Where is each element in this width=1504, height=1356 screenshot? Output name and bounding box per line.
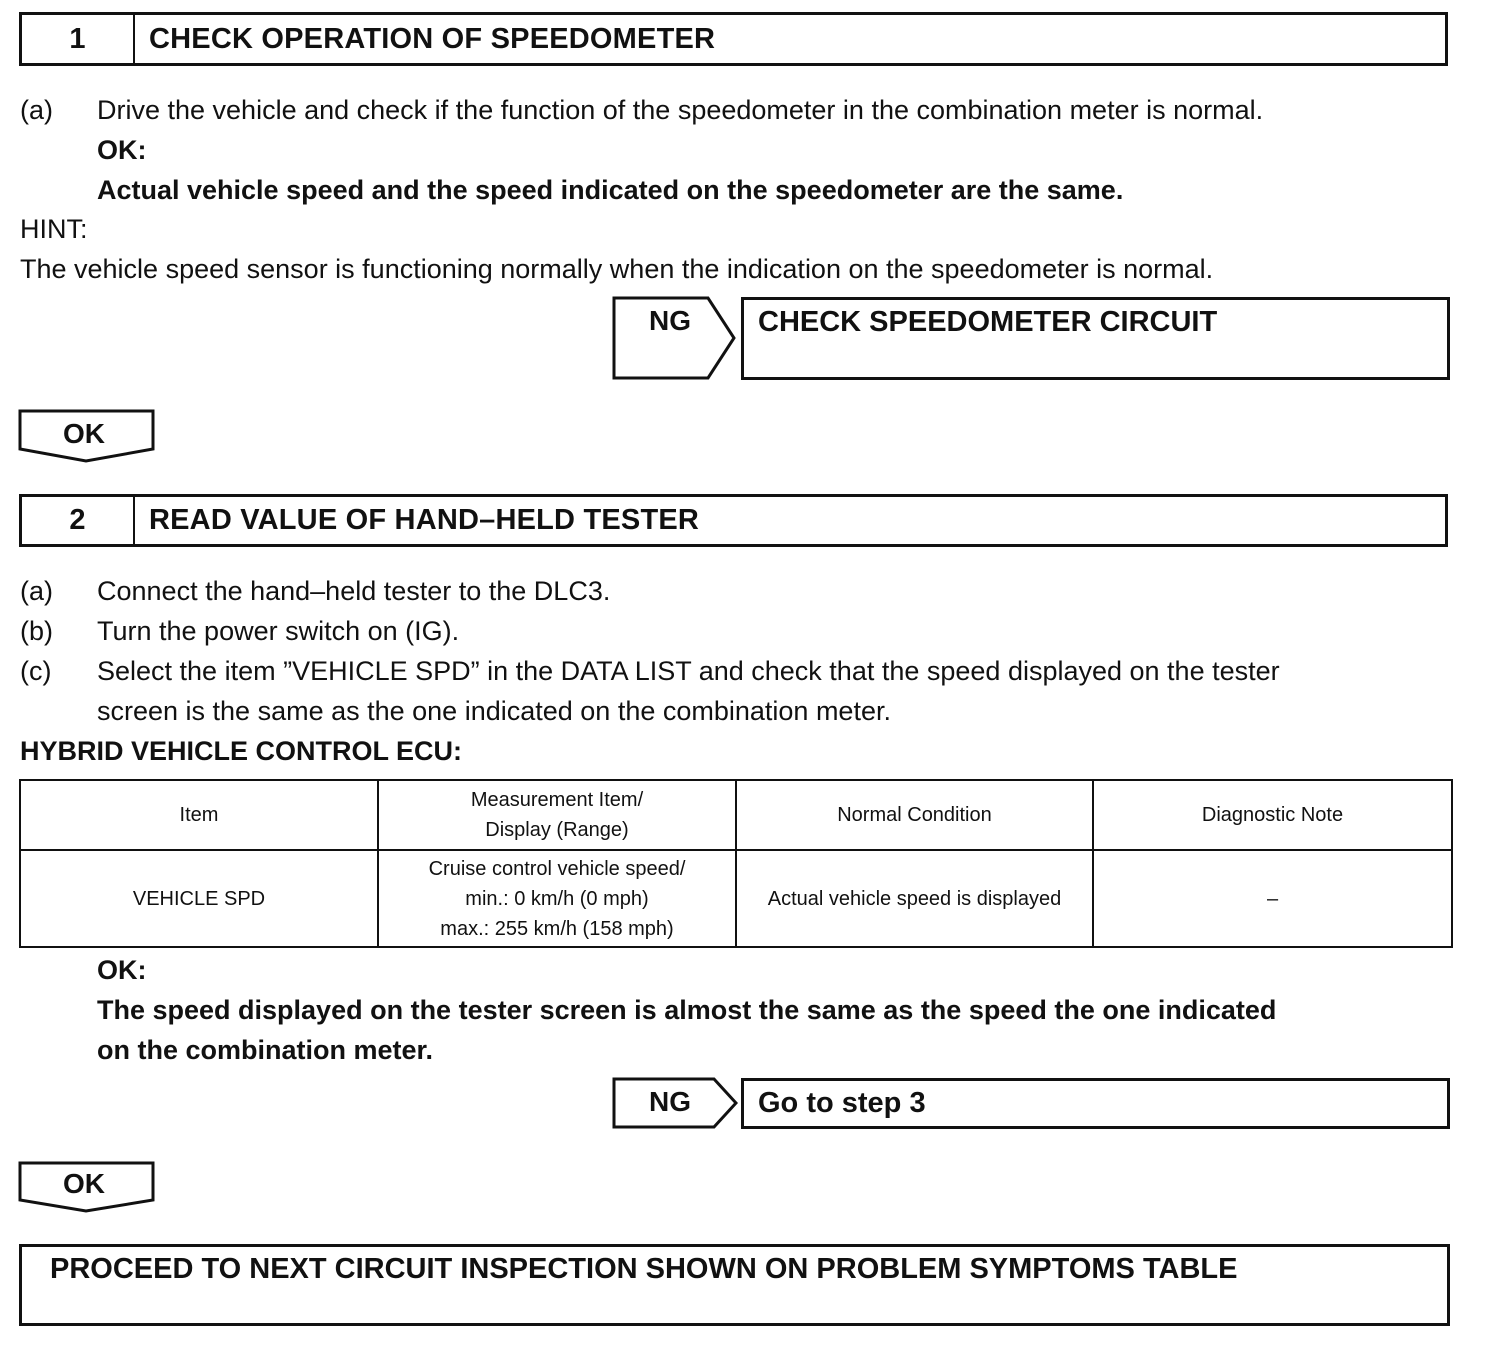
- step-1-number: 1: [22, 15, 135, 63]
- step-2-ng-label: NG: [649, 1086, 691, 1117]
- step-1-ok-text: Actual vehicle speed and the speed indicated on the speedometer are the same.: [97, 175, 1124, 205]
- step-2-item-c-text-cont: screen is the same as the one indicated on the combination meter.: [97, 696, 891, 726]
- step-1-header: [19, 12, 1448, 66]
- step-1-hint-text: The vehicle speed sensor is functioning normally when the indication on the speedometer is normal.: [20, 254, 1214, 284]
- step-1-hint-label: HINT:: [20, 214, 88, 244]
- step-2-ok-text-line2: on the combination meter.: [97, 1035, 434, 1065]
- step-1-item-a-text: Drive the vehicle and check if the function of the speedometer in the combination meter is normal.: [97, 95, 1264, 125]
- step-2-ng-result: Go to step 3: [741, 1078, 1450, 1129]
- step-1-ok-arrow-label: OK: [63, 418, 105, 449]
- step-2-item-c-label: (c): [20, 656, 52, 686]
- step-1-item-a-label: (a): [20, 95, 53, 125]
- step-2-item-b-label: (b): [20, 616, 53, 646]
- cell-normal-condition: Actual vehicle speed is displayed: [736, 850, 1093, 947]
- table-header-row: [20, 780, 1452, 850]
- header-measurement-line1: Measurement Item/: [470, 789, 644, 811]
- step-2-ok-label: OK:: [97, 955, 147, 985]
- cell-item: VEHICLE SPD: [20, 850, 378, 947]
- step-2-item-a-label: (a): [20, 576, 53, 606]
- step-2-title: READ VALUE OF HAND–HELD TESTER: [149, 504, 700, 536]
- header-measurement-line2: Display (Range): [485, 819, 629, 841]
- cell-measurement: [378, 850, 736, 947]
- cell-diagnostic-note: –: [1093, 850, 1452, 947]
- step-1-title: CHECK OPERATION OF SPEEDOMETER: [149, 22, 716, 55]
- final-instruction-box: PROCEED TO NEXT CIRCUIT INSPECTION SHOWN ON PROBLEM SYMPTOMS TABLE: [19, 1244, 1450, 1326]
- cell-measurement-line2: min.: 0 km/h (0 mph): [465, 887, 649, 910]
- step-2-item-a-text: Connect the hand–held tester to the DLC3.: [97, 576, 611, 606]
- header-measurement: [378, 780, 736, 850]
- step-2-item-c-text: Select the item ”VEHICLE SPD” in the DATA LIST and check that the speed displayed on the tester: [97, 656, 1280, 686]
- header-normal-condition: Normal Condition: [736, 780, 1093, 850]
- table-row: [20, 850, 1452, 947]
- step-2-number: 2: [22, 497, 135, 544]
- ecu-heading: HYBRID VEHICLE CONTROL ECU:: [20, 736, 463, 766]
- step-2-header: [19, 494, 1448, 547]
- step-1-ng-label: NG: [649, 305, 691, 336]
- header-item: Item: [20, 780, 378, 850]
- step-2-ok-arrow-label: OK: [63, 1168, 105, 1199]
- cell-measurement-line3: max.: 255 km/h (158 mph): [440, 917, 674, 940]
- step-1-ok-label: OK:: [97, 135, 147, 165]
- step-2-ok-text-line1: The speed displayed on the tester screen is almost the same as the speed the one indicated: [97, 995, 1277, 1025]
- ecu-data-table: [19, 779, 1453, 948]
- cell-measurement-line1: Cruise control vehicle speed/: [428, 857, 686, 880]
- header-diagnostic-note: Diagnostic Note: [1093, 780, 1452, 850]
- step-1-ng-result: CHECK SPEEDOMETER CIRCUIT: [741, 297, 1450, 380]
- step-2-item-b-text: Turn the power switch on (IG).: [97, 616, 460, 646]
